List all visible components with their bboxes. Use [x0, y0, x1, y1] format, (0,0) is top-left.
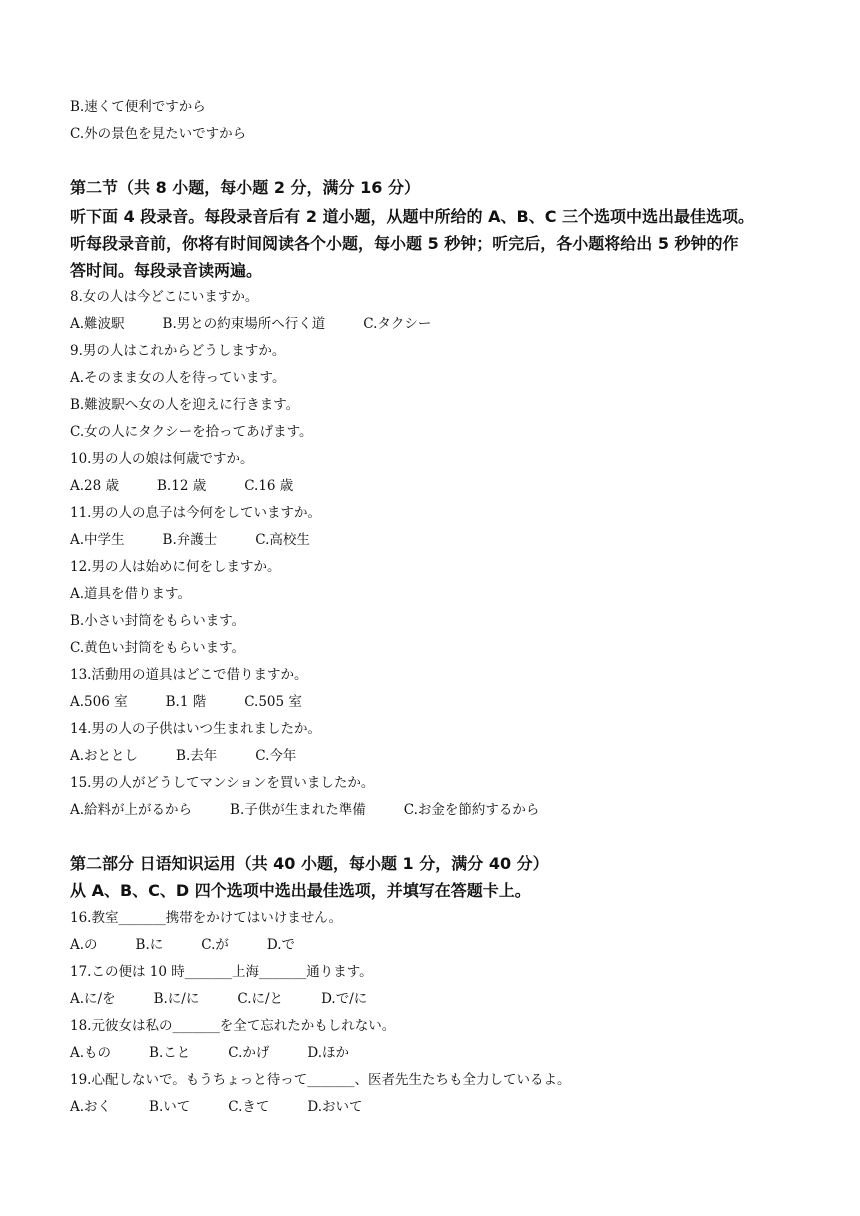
q17-option-b: B.に/に — [153, 991, 200, 1007]
q15-option-c: C.お金を節約するから — [403, 802, 540, 818]
q10-option-a: A.28 歳 — [70, 478, 120, 494]
q18-text: 18.元彼女は私の_______を全て忘れたかもしれない。 — [70, 1018, 396, 1034]
q12-option-b: B.小さい封筒をもらいます。 — [70, 613, 246, 629]
q15-text: 15.男の人がどうしてマンションを買いましたか。 — [70, 775, 375, 791]
q11-option-c: C.高校生 — [255, 532, 310, 548]
q18-option-d: D.ほか — [307, 1045, 350, 1061]
q13-option-a: A.506 室 — [70, 694, 128, 710]
q16-option-a: A.の — [70, 937, 98, 953]
q17-option-d: D.で/に — [321, 991, 368, 1007]
part2-header: 第二部分 日语知识运用（共 40 小题，每小题 1 分，满分 40 分） — [70, 854, 549, 873]
q10-options — [70, 477, 293, 495]
section2-instruction-3: 答时间。每段录音读两遍。 — [70, 261, 263, 280]
q10-option-c: C.16 歳 — [244, 478, 294, 494]
q19-option-c: C.きて — [228, 1099, 270, 1115]
q10-text: 10.男の人の娘は何歳ですか。 — [70, 451, 254, 467]
q13-option-b: B.1 階 — [165, 694, 207, 710]
q11-options — [70, 531, 310, 549]
q7-option-c: C.外の景色を見たいですから — [70, 126, 247, 142]
q13-options — [70, 693, 302, 711]
q8-option-c: C.タクシー — [363, 316, 432, 332]
q7-option-b: B.速くて便利ですから — [70, 99, 206, 115]
q11-text: 11.男の人の息子は今何をしていますか。 — [70, 505, 321, 521]
q8-text: 8.女の人は今どこにいますか。 — [70, 289, 259, 305]
q16-option-d: D.で — [266, 937, 296, 953]
q14-text: 14.男の人の子供はいつ生まれましたか。 — [70, 721, 321, 737]
q16-option-c: C.が — [201, 937, 229, 953]
q19-option-d: D.おいて — [307, 1099, 363, 1115]
q15-options — [70, 801, 539, 819]
q14-option-a: A.おととし — [70, 748, 139, 764]
q11-option-a: A.中学生 — [70, 532, 125, 548]
section2-header: 第二节（共 8 小题，每小题 2 分，满分 16 分） — [70, 178, 420, 197]
q9-option-c: C.女の人にタクシーを拾ってあげます。 — [70, 424, 313, 440]
q18-options — [70, 1044, 349, 1062]
q9-option-b: B.難波駅へ女の人を迎えに行きます。 — [70, 397, 300, 413]
q16-options — [70, 936, 295, 954]
q19-option-a: A.おく — [70, 1099, 112, 1115]
q13-option-c: C.505 室 — [244, 694, 302, 710]
q19-options — [70, 1098, 363, 1116]
q17-text: 17.この便は 10 時_______上海_______通ります。 — [70, 964, 373, 980]
section2-instruction-1: 听下面 4 段录音。每段录音后有 2 道小题，从题中所给的 A、B、C 三个选项中选出最佳选项。 — [70, 207, 755, 226]
q13-text: 13.活動用の道具はどこで借りますか。 — [70, 667, 308, 683]
q18-option-c: C.かげ — [228, 1045, 270, 1061]
q12-text: 12.男の人は始めに何をしますか。 — [70, 559, 281, 575]
q16-option-b: B.に — [135, 937, 164, 953]
q9-text: 9.男の人はこれからどうしますか。 — [70, 343, 286, 359]
q14-option-c: C.今年 — [255, 748, 297, 764]
q14-options — [70, 747, 296, 765]
q15-option-a: A.給料が上がるから — [70, 802, 193, 818]
q12-option-c: C.黄色い封筒をもらいます。 — [70, 640, 246, 656]
q10-option-b: B.12 歳 — [157, 478, 207, 494]
q18-option-a: A.もの — [70, 1045, 112, 1061]
q12-option-a: A.道具を借ります。 — [70, 586, 191, 602]
q15-option-b: B.子供が生まれた準備 — [230, 802, 366, 818]
q9-option-a: A.そのまま女の人を待っています。 — [70, 370, 286, 386]
q17-option-a: A.に/を — [70, 991, 116, 1007]
q16-text: 16.教室_______携帯をかけてはいけません。 — [70, 910, 343, 926]
q11-option-b: B.弁護士 — [162, 532, 218, 548]
q14-option-b: B.去年 — [176, 748, 218, 764]
section2-instruction-2: 听每段录音前，你将有时间阅读各个小题，每小题 5 秒钟；听完后，各小题将给出 5 秒钟的作 — [70, 234, 739, 253]
q8-option-b: B.男との約束場所へ行く道 — [162, 316, 326, 332]
part2-instruction: 从 A、B、C、D 四个选项中选出最佳选项，并填写在答题卡上。 — [70, 881, 531, 900]
q19-option-b: B.いて — [149, 1099, 191, 1115]
q17-options — [70, 990, 367, 1008]
q19-text: 19.心配しないで。もうちょっと待って_______、医者先生たちも全力しているよ。 — [70, 1072, 571, 1088]
q17-option-c: C.に/と — [237, 991, 284, 1007]
q8-option-a: A.難波駅 — [70, 316, 125, 332]
q8-options — [70, 315, 431, 333]
q18-option-b: B.こと — [149, 1045, 191, 1061]
